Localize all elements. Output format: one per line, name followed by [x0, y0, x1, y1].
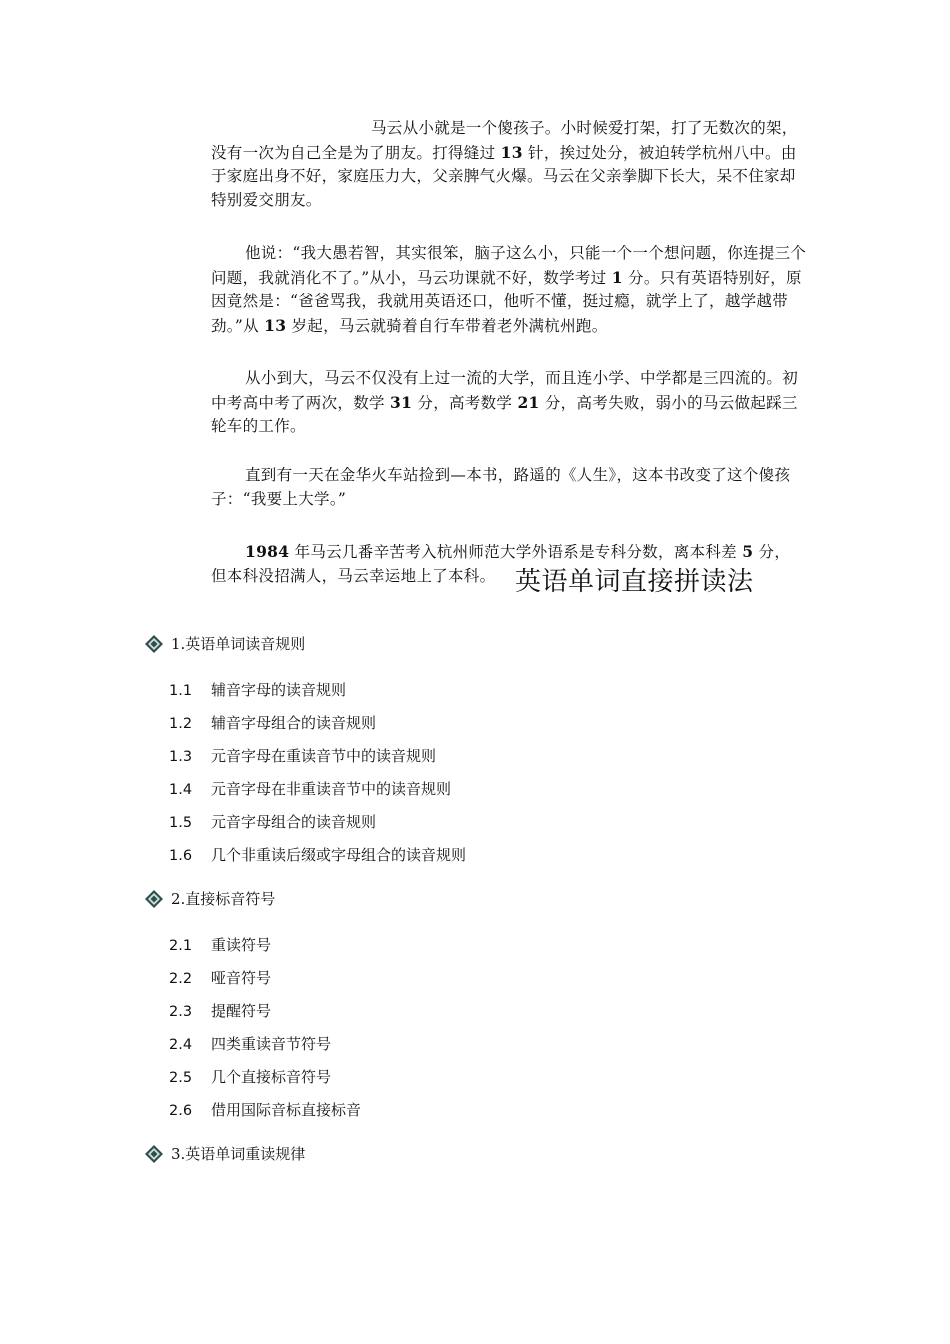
diamond-bullet-icon	[145, 1145, 163, 1163]
paragraph-text: 年马云几番辛苦考入杭州师范大学外语系是专科分数，离本科差	[289, 543, 743, 561]
item-number: 1.5	[169, 815, 193, 831]
paragraph-text: 分，高考数学	[412, 393, 518, 412]
paragraph-text: 针，挨过处分，被迫转学杭州八中。	[522, 143, 781, 162]
item-label: 元音字母在非重读音节中的读音规则	[211, 780, 452, 798]
section-heading-1[interactable]	[145, 633, 305, 654]
toc-item[interactable]	[169, 844, 466, 865]
item-number: 2.5	[169, 1070, 193, 1086]
toc-item[interactable]	[169, 811, 376, 832]
toc-item[interactable]	[169, 679, 346, 700]
diamond-bullet-icon	[145, 890, 163, 908]
item-label: 几个直接标音符号	[211, 1068, 332, 1086]
paragraph-text: 岁起，马云就骑着自行车带着老外满杭州跑。	[286, 316, 608, 335]
toc-item[interactable]	[169, 1000, 271, 1021]
item-label: 借用国际音标直接标音	[211, 1101, 362, 1119]
item-label: 哑音符号	[211, 969, 272, 987]
toc-item[interactable]	[169, 934, 271, 955]
section-heading-3[interactable]	[145, 1143, 305, 1164]
item-label: 元音字母组合的读音规则	[211, 813, 377, 831]
item-number: 2.4	[169, 1037, 193, 1053]
item-number: 2.1	[169, 938, 193, 954]
toc-item[interactable]	[169, 1033, 331, 1054]
document-title: 英语单词直接拼读法	[515, 567, 754, 597]
story-paragraph-4	[211, 464, 811, 511]
paragraph-text: 由于家庭出身不好，家庭压力大，父亲脾气火爆。马云在父亲拳脚下长大，呆不住家却特别爱交朋友。	[211, 143, 797, 209]
paragraph-text: 他说：“我大愚若智，其实很笨，脑子这么小，只能一个一个想问题，你连提三个问题，我就消化不了。”从小，马云功课就不好，数学考过	[211, 244, 807, 287]
item-number: 1.4	[169, 782, 193, 798]
year-emphasis: 1984	[245, 542, 290, 561]
section-label: 3.英语单词重读规律	[171, 1145, 306, 1163]
number-emphasis: 1	[611, 267, 623, 287]
paragraph-text: 分，	[753, 543, 791, 561]
item-label: 几个非重读后缀或字母组合的读音规则	[211, 846, 467, 864]
paragraph-text: 马云从小就是一个傻孩子。小时候爱打架，打了无数次的架，	[371, 119, 798, 137]
item-number: 1.1	[169, 683, 193, 699]
story-paragraph-3	[211, 367, 811, 439]
paragraph-text: 分。只有英语特别好，原因竟然是：“爸爸骂我，我就用英语还口，他听不懂，挺过瘾，就学上了，越学越带劲。”从	[211, 268, 802, 335]
toc-item[interactable]	[169, 1099, 361, 1120]
number-emphasis: 13	[264, 315, 287, 335]
number-emphasis: 13	[500, 142, 523, 162]
item-label: 四类重读音节符号	[211, 1035, 332, 1053]
toc-item[interactable]	[169, 1066, 331, 1087]
number-emphasis: 5	[742, 542, 754, 561]
item-label: 辅音字母组合的读音规则	[211, 714, 377, 732]
toc-item[interactable]	[169, 712, 376, 733]
item-label: 辅音字母的读音规则	[211, 681, 347, 699]
toc-item[interactable]	[169, 778, 451, 799]
item-number: 1.3	[169, 749, 193, 765]
paragraph-text: 但本科没招满人，马云幸运地上了本科。	[211, 566, 496, 585]
toc-item[interactable]	[169, 967, 271, 988]
item-number: 2.6	[169, 1103, 193, 1119]
paragraph-text: 直到有一天在金华火车站捡到—本书，路遥的《人生》，这本书改变了这个傻孩子：“我要上大学。”	[211, 466, 791, 508]
paragraph-text: 从小到大，马云不仅没有上过一流的大学，而且连小学、中学都是三四流的。初中考高中考了两次，数学	[211, 369, 799, 412]
item-label: 提醒符号	[211, 1002, 272, 1020]
item-label: 元音字母在重读音节中的读音规则	[211, 747, 437, 765]
section-heading-2[interactable]	[145, 888, 275, 909]
item-number: 2.2	[169, 971, 193, 987]
story-paragraph-1	[211, 117, 811, 212]
paragraph-text: 分，高考失败，弱小的马云做起踩三轮车的工作。	[211, 393, 798, 435]
paragraph-text: 没有一次为自己全是为了朋友。打得缝过	[211, 143, 501, 162]
story-paragraph-2	[211, 242, 811, 338]
section-label: 1.英语单词读音规则	[171, 635, 306, 653]
section-label: 2.直接标音符号	[171, 890, 276, 908]
item-label: 重读符号	[211, 936, 272, 954]
item-number: 2.3	[169, 1004, 193, 1020]
number-emphasis: 31	[390, 392, 413, 412]
toc-item[interactable]	[169, 745, 436, 766]
item-number: 1.6	[169, 848, 193, 864]
diamond-bullet-icon	[145, 635, 163, 653]
item-number: 1.2	[169, 716, 193, 732]
number-emphasis: 21	[517, 392, 540, 412]
